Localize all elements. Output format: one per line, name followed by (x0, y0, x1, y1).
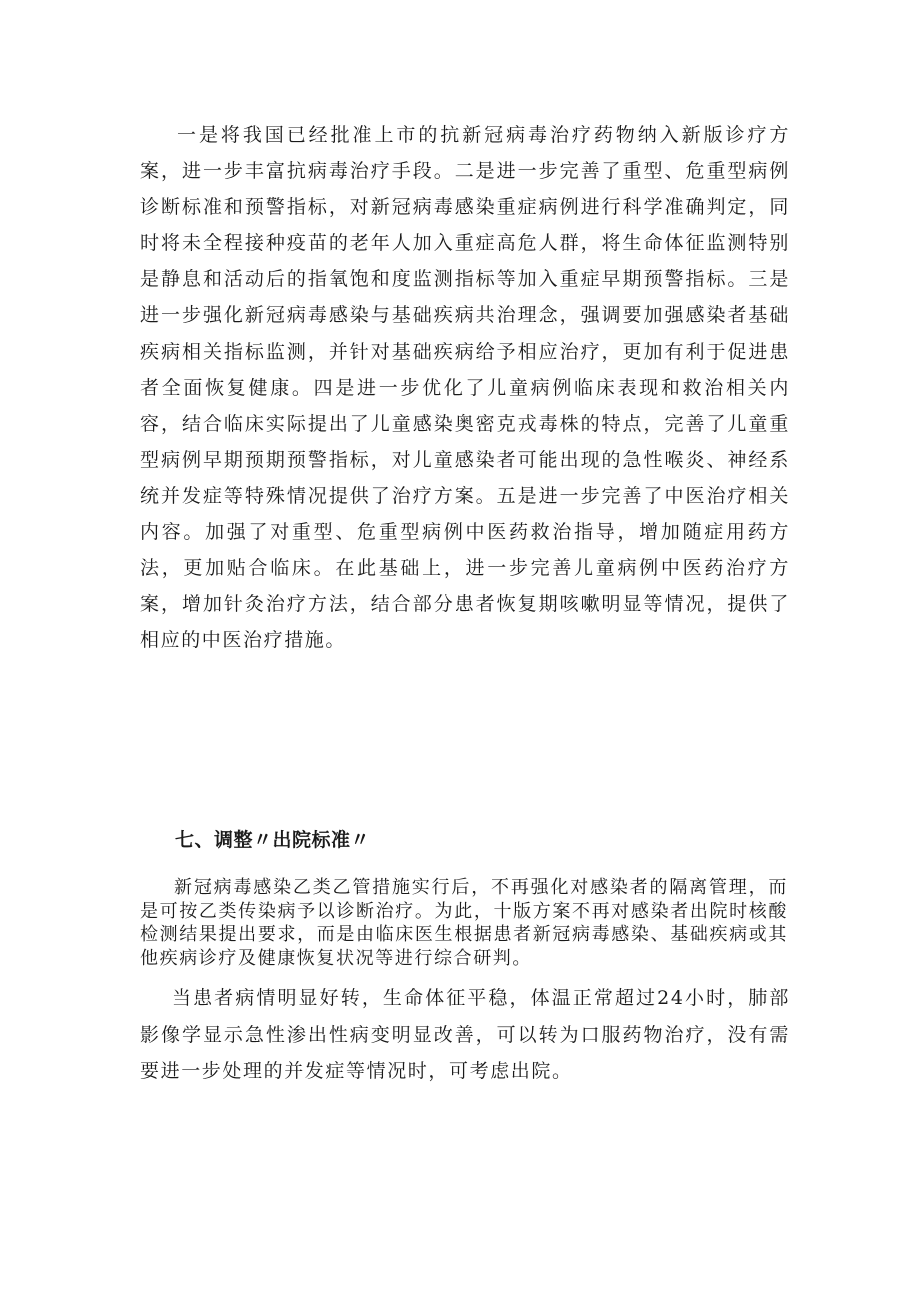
body-paragraph-discharge-conditions: 当患者病情明显好转，生命体征平稳，体温正常超过24小时，肺部影像学显示急性渗出性病变明显改善，可以转为口服药物治疗，没有需要进一步处理的并发症等情况时，可考虑出院。 (140, 987, 790, 1082)
section-heading-discharge-criteria: 七、调整〃出院标准〃 (175, 829, 371, 851)
body-paragraph-isolation-policy: 新冠病毒感染乙类乙管措施实行后，不再强化对感染者的隔离管理，而是可按乙类传染病予以诊断治疗。为此，十版方案不再对感染者出院时核酸检测结果提出要求，而是由临床医生根据患者新冠病毒感染、基础疾病或其他疾病诊疗及健康恢复状况等进行综合研判。 (140, 877, 788, 969)
body-paragraph-measures: 一是将我国已经批准上市的抗新冠病毒治疗药物纳入新版诊疗方案，进一步丰富抗病毒治疗手段。二是进一步完善了重型、危重型病例诊断标准和预警指标，对新冠病毒感染重症病例进行科学准确判定，同时将未全程接种疫苗的老年人加入重症高危人群，将生命体征监测特别是静息和活动后的指氧饱和度监测指标等加入重症早期预警指标。三是进一步强化新冠病毒感染与基础疾病共治理念，强调要加强感染者基础疾病相关指标监测，并针对基础疾病给予相应治疗，更加有利于促进患者全面恢复健康。四是进一步优化了儿童病例临床表现和救治相关内容，结合临床实际提出了儿童感染奥密克戎毒株的特点，完善了儿童重型病例早期预期预警指标，对儿童感染者可能出现的急性喉炎、神经系统并发症等特殊情况提供了治疗方案。五是进一步完善了中医治疗相关内容。加强了对重型、危重型病例中医药救治指导，增加随症用药方法，更加贴合临床。在此基础上，进一步完善儿童病例中医药治疗方案，增加针灸治疗方法，结合部分患者恢复期咳嗽明显等情况，提供了相应的中医治疗措施。 (140, 124, 790, 652)
